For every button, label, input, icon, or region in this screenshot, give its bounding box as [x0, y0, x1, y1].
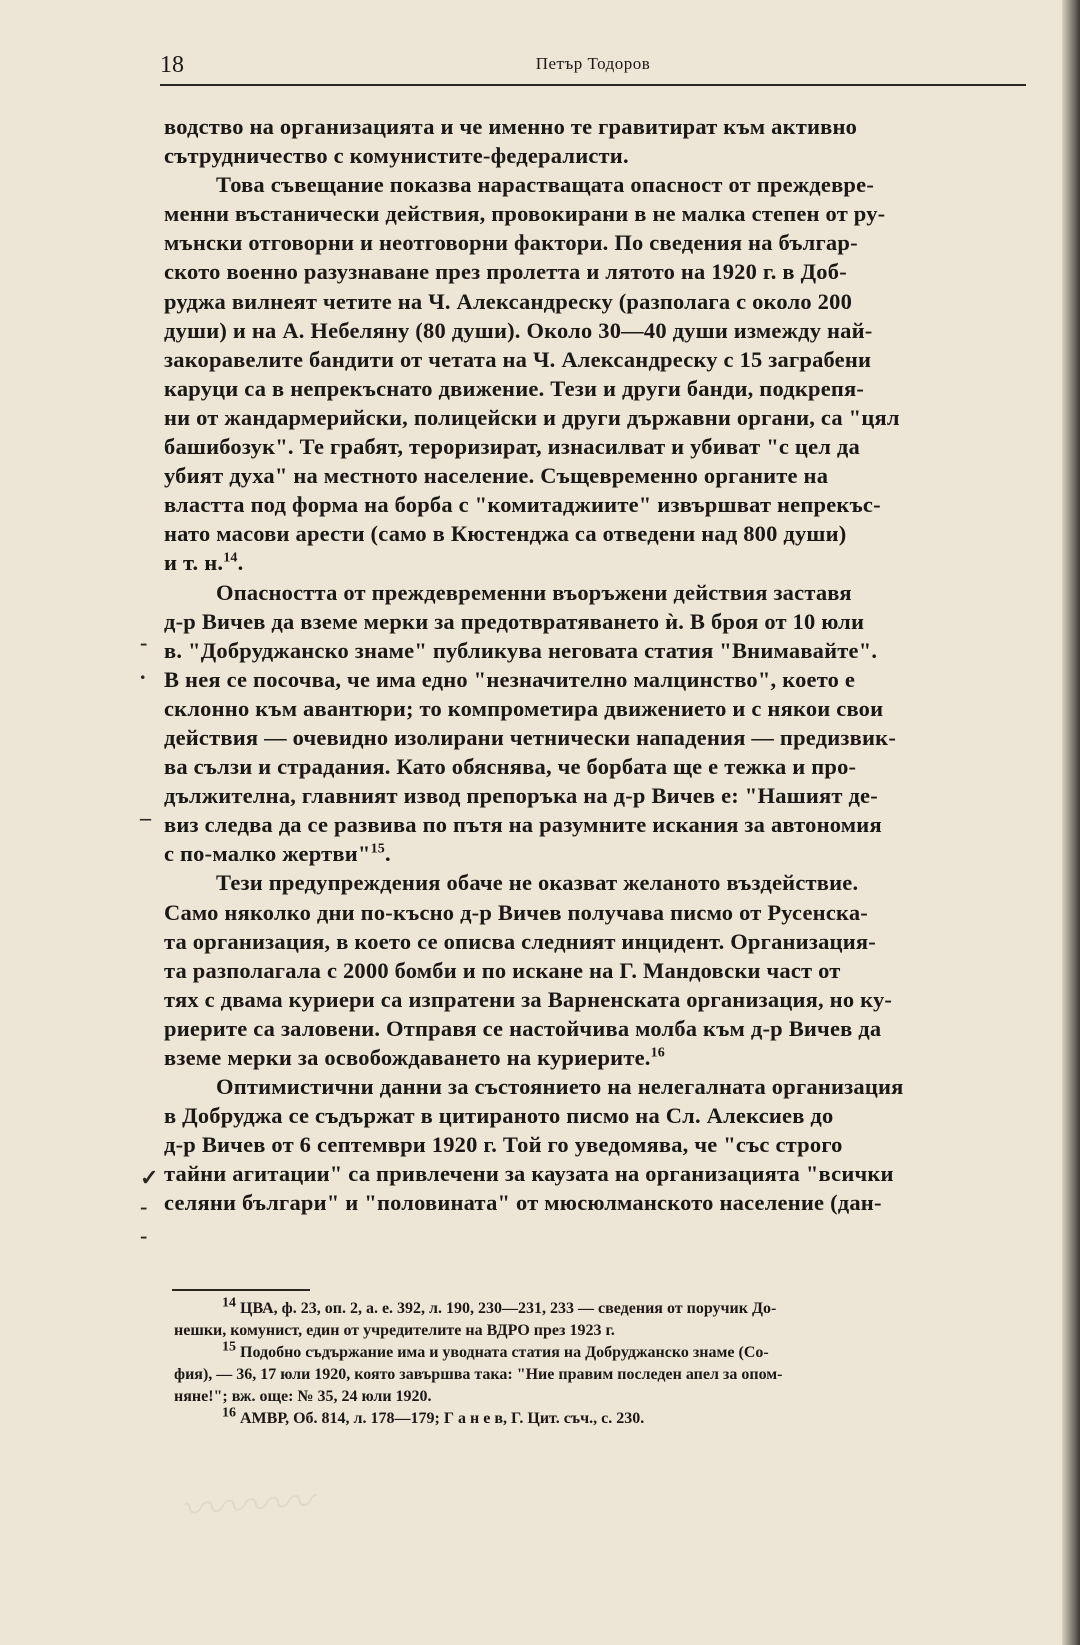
body-line: водство на организацията и че именно те гравитират към активно — [164, 114, 858, 139]
footnote-line — [174, 1295, 1030, 1320]
margin-pencil-mark: . — [140, 659, 146, 684]
body-line: башибозук". Те грабят, тероризират, изнасилват и убиват "с цел да — [164, 434, 860, 460]
body-line: действия — очевидно изолирани четнически нападения — предизвик- — [164, 724, 897, 750]
body-line: Оптимистични данни за състоянието на нелегалната организация — [216, 1074, 904, 1100]
body-line: В нея се посочва, че има едно "незначително малцинство", което е — [164, 666, 856, 692]
body-line: сътрудничество с комунистите-федералисти. — [164, 143, 629, 169]
footnote-number: 15 — [222, 1339, 236, 1355]
footnote-ref-16: 16 — [650, 1045, 666, 1061]
body-text — [164, 112, 1026, 1218]
body-line: та разполагала с 2000 бомби и по искане на Г. Мандовски част от — [164, 957, 841, 983]
body-line: Само няколко дни по-късно д-р Вичев получава писмо от Русенска- — [164, 899, 868, 925]
body-line: тях с двама куриери са изпратени за Варненската организация, но ку- — [164, 986, 893, 1012]
body-line-text: и т. н. — [164, 550, 224, 576]
body-line-text: с по-малко жертви" — [164, 841, 371, 867]
footnote-line — [174, 1339, 1030, 1364]
body-line: Тези предупреждения обаче не оказват желаното въздействие. — [216, 870, 859, 896]
footnote-text: ЦВА, ф. 23, оп. 2, а. е. 392, л. 190, 230—231, 233 — сведения от поручик До- — [240, 1300, 777, 1317]
body-line: ва сълзи и страдания. Като обяснява, че борбата ще е тежка и про- — [164, 754, 857, 780]
footnote-divider — [172, 1289, 310, 1291]
body-line: Опасността от преждевременни въоръжени действия заставя — [216, 579, 852, 605]
body-line: руджа вилнеят четите на Ч. Александреску (разполага с около 200 — [164, 288, 853, 314]
footnote-line: фия), — 36, 17 юли 1920, която завършва така: "Ние правим последен апел за опом- — [174, 1366, 783, 1383]
book-spine-edge — [1062, 0, 1080, 1645]
body-line: та организация, в което се описва следният инцидент. Организация- — [164, 928, 876, 954]
body-line: менни въстанически действия, провокирани в не малка степен от ру- — [164, 201, 886, 227]
footnote-text: Подобно съдържание има и уводната статия на Добруджанско знаме (Со- — [240, 1344, 769, 1361]
body-line: тайни агитации" са привлечени за каузата на организацията "всички — [164, 1161, 894, 1187]
footnote-line — [174, 1405, 1030, 1430]
footnote-number: 14 — [222, 1295, 236, 1311]
body-line: властта под форма на борба с "комитаджиите" извършват непрекъс- — [164, 492, 881, 518]
footnote-number: 16 — [222, 1405, 236, 1421]
body-line-with-note — [164, 1043, 1026, 1072]
body-line: души) и на А. Небеляну (80 души). Около 30—40 души измежду най- — [164, 317, 873, 343]
body-line: нато масови арести (само в Кюстенджа са отведени над 800 души) — [164, 521, 847, 547]
body-line: д-р Вичев от 6 септември 1920 г. Той го уведомява, че "със строго — [164, 1132, 843, 1158]
footnotes — [174, 1295, 1030, 1430]
body-line: ни от жандармерийски, полицейски и други държавни органи, са "цял — [164, 404, 900, 430]
body-line: риерите са заловени. Отправя се настойчива молба към д-р Вичев да — [164, 1015, 882, 1041]
footnote-15 — [174, 1339, 1030, 1408]
margin-pencil-mark: - — [140, 630, 148, 655]
page-header — [160, 48, 1026, 86]
body-line: виз следва да се развива по пътя на разумните искания за автономия — [164, 812, 882, 838]
body-line: убият духа" на местното население. Същевременно органите на — [164, 463, 829, 489]
footnote-text: АМВР, Об. 814, л. 178—179; Г а н е в, Г. Цит. съч., с. 230. — [240, 1410, 645, 1427]
body-line: Това съвещание показва нарастващата опасност от преждевре- — [216, 172, 875, 198]
footnote-14 — [174, 1295, 1030, 1342]
body-line: д-р Вичев да вземе мерки за предотвратяването ѝ. В броя от 10 юли — [164, 608, 865, 634]
body-line: склонно към авантюри; то компрометира движението и с някои свои — [164, 695, 884, 721]
page-number: 18 — [160, 52, 184, 78]
body-line-with-note: с по-малко жертви"$^{15}$. — [164, 841, 391, 867]
margin-pencil-mark: – — [140, 805, 151, 830]
footnote-16 — [174, 1405, 1030, 1430]
body-line: каруци са в непрекъснато движение. Тези и други банди, подкрепя- — [164, 375, 865, 401]
margin-pencil-mark: - — [140, 1223, 148, 1248]
bleed-through-mark: 〰〰〰 — [178, 1477, 314, 1536]
margin-pencil-mark: ✓ — [140, 1165, 159, 1190]
body-line: селяни българи" и "половината" от мюсюлманското население (дан- — [164, 1190, 882, 1216]
body-line: мънски отговорни и неотговорни фактори. По сведения на българ- — [164, 230, 858, 256]
body-line: дължителна, главният извод препоръка на д-р Вичев е: "Нашият де- — [164, 783, 878, 809]
running-head: Петър Тодоров — [535, 54, 651, 73]
body-line-text: вземе мерки за освобождаването на куриерите. — [164, 1045, 651, 1070]
body-line-with-note: и т. н.$^{14}$. — [164, 550, 244, 576]
footnote-line: нешки, комунист, един от учредителите на ВДРО през 1923 г. — [174, 1322, 615, 1339]
footnote-ref-14: 14 — [223, 550, 238, 566]
body-line: в Добруджа се съдържат в цитираното писмо на Сл. Алексиев до — [164, 1103, 834, 1129]
footnote-line: няне!"; вж. още: № 35, 24 юли 1920. — [174, 1388, 432, 1405]
footnote-ref-15: 15 — [370, 841, 385, 857]
body-line: ското военно разузнаване през пролетта и лятото на 1920 г. в Доб- — [164, 259, 847, 285]
margin-pencil-mark: - — [140, 1194, 148, 1219]
body-line: закоравелите бандити от четата на Ч. Александреску с 15 заграбени — [164, 346, 872, 372]
body-line: в. "Добруджанско знаме" публикува неговата статия "Внимавайте". — [164, 637, 878, 663]
